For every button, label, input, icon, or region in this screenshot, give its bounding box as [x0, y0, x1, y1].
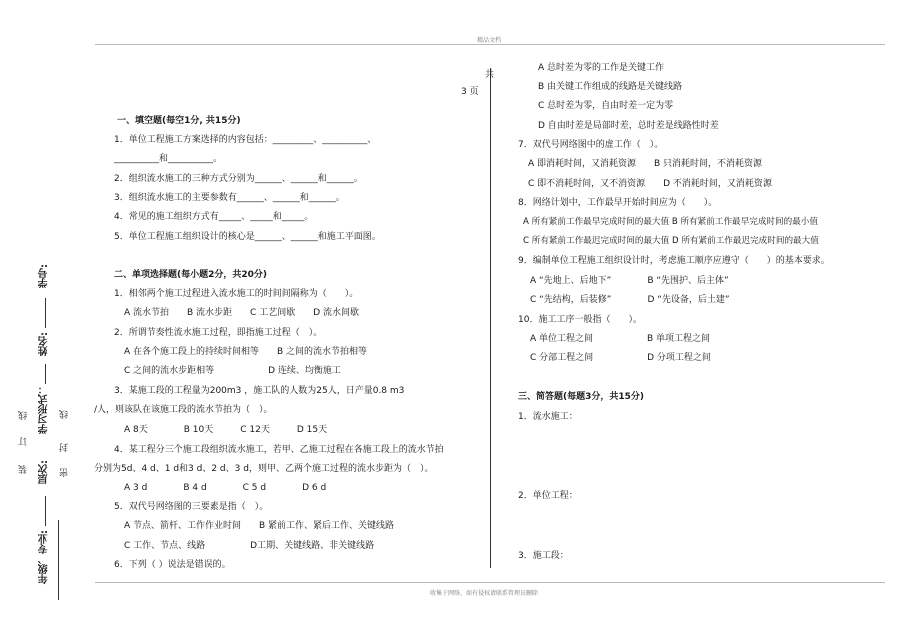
- section1-line: 1．单位工程施工方案选择的内容包括：_________、__________、: [114, 135, 377, 145]
- section1-line: 2．组织流水施工的三种方式分别为______、______和______。: [114, 174, 363, 184]
- binding-mi: 密: [60, 468, 70, 477]
- grade-major-label: 年级、专业:: [39, 530, 50, 584]
- section2-line: C 之间的流水步距相等 D 连续、均衡施工: [124, 366, 341, 376]
- right-line: C “先结构，后装修” D “先设备，后土建”: [530, 295, 730, 305]
- right-line: A 所有紧前工作最早完成时间的最大值 B 所有紧前工作最早完成时间的最小值: [523, 217, 818, 227]
- footer-rule: [95, 582, 885, 583]
- binding-xian: 线: [19, 411, 29, 420]
- section1-line: 5．单位工程施工组织设计的核心是______、______和施工平面图。: [114, 232, 381, 242]
- section2-line: A 流水节拍 B 流水步距 C 工艺间歇 D 流水间歇: [124, 308, 359, 318]
- page-footer: 收集于网络，如有侵权请联系管理员删除: [430, 590, 539, 597]
- section1-title: 一、填空题(每空1分, 共15分): [117, 116, 241, 126]
- right-line: C 分部工程之间 D 分项工程之间: [530, 353, 711, 363]
- page-count: 3 页: [461, 87, 479, 97]
- section2-line: 2．所谓节奏性流水施工过程，即指施工过程（ ）。: [114, 328, 323, 338]
- section2-line: C 工作、节点、线路 D工期、关键线路、非关键线路: [124, 541, 375, 551]
- binding-xian2: 线: [60, 410, 70, 419]
- section2-line: 1．相邻两个施工过程进入流水施工的时间间隔称为（ ）。: [114, 289, 359, 299]
- section2-line: 4．某工程分三个施工段组织流水施工，若甲、乙施工过程在各施工段上的流水节拍: [114, 445, 444, 455]
- binding-feng: 封: [60, 443, 70, 452]
- right-line: 9．编制单位工程施工组织设计时，考虑施工顺序应遵守（ ）的基本要求。: [518, 256, 830, 266]
- section3-question: 3．施工段：: [518, 551, 569, 561]
- right-line: 8．网络计划中，工作最早开始时间应为（ ）。: [518, 198, 718, 208]
- section2-line: A 节点、箭杆、工作作业时间 B 紧前工作、紧后工作、关键线路: [124, 521, 395, 531]
- section2-line: 5．双代号网络图的三要素是指（ ）。: [114, 502, 269, 512]
- study-form-label: 学习形式：: [39, 384, 50, 434]
- page-count-prefix: 共: [485, 70, 495, 80]
- section3-question: 1．流水施工：: [518, 412, 578, 422]
- right-line: B 由关键工作组成的线路是关键线路: [538, 82, 683, 92]
- binding-zhuang: 装: [19, 465, 29, 474]
- right-line: A “先地上、后地下” B “先围护、后主体”: [530, 276, 729, 286]
- right-line: C 所有紧前工作最迟完成时间的最大值 D 所有紧前工作最迟完成时间的最大值: [523, 236, 819, 246]
- column-divider: [490, 68, 491, 568]
- student-id-line: [45, 298, 46, 328]
- major-line: [58, 520, 59, 600]
- right-line: A 单位工程之间 B 单项工程之间: [530, 334, 711, 344]
- section3-question: 2．单位工程：: [518, 491, 578, 501]
- right-line: A 总时差为零的工作是关键工作: [538, 63, 665, 73]
- section1-line: __________和__________。: [114, 154, 223, 164]
- section3-title: 三、简答题(每题3分，共15分): [518, 392, 645, 402]
- section2-line: 3．某施工段的工程量为200m3 ，施工队的人数为25人，日产量0.8 m3: [114, 386, 405, 396]
- binding-ding: 订: [19, 437, 29, 446]
- header-rule: [95, 44, 885, 45]
- section2-line: A 8天 B 10天 C 12天 D 15天: [124, 425, 328, 435]
- student-id-label: 学号:: [39, 264, 50, 288]
- right-line: 7．双代号网络图中的虚工作（ ）。: [518, 140, 664, 150]
- page-header: 精品文档: [477, 37, 502, 44]
- level-label: 层次:: [39, 460, 50, 484]
- section1-line: 4．常见的施工组织方式有_____、_____和_____。: [114, 212, 314, 222]
- section1-line: 3．组织流水施工的主要参数有______、______和______。: [114, 193, 345, 203]
- right-line: 10．施工工序一般指（ ）。: [518, 315, 642, 325]
- section2-line: /人，则该队在该施工段的流水节拍为（ ）。: [94, 405, 273, 415]
- level-line: [45, 496, 46, 526]
- section2-line: A 在各个施工段上的持续时间相等 B 之间的流水节拍相等: [124, 347, 368, 357]
- right-line: A 即消耗时间，又消耗资源 B 只消耗时间，不消耗资源: [528, 159, 763, 169]
- section2-line: 分别为5d、4 d、1 d和3 d、2 d、3 d，则甲、乙两个施工过程的流水步距为（ ）。: [94, 464, 434, 474]
- name-label: 姓名:: [39, 332, 50, 356]
- section2-title: 二、单项选择题(每小题2分，共20分): [114, 270, 268, 280]
- section2-line: A 3 d B 4 d C 5 d D 6 d: [124, 483, 327, 493]
- right-line: C 即不消耗时间，又不消资源 D 不消耗时间，又消耗资源: [528, 179, 772, 189]
- name-line: [45, 364, 46, 384]
- section2-line: 6．下列（ ）说法是错误的。: [114, 560, 231, 570]
- right-line: C 总时差为零，自由时差一定为零: [538, 101, 674, 111]
- right-line: D 自由时差是局部时差，总时差是线路性时差: [538, 121, 719, 131]
